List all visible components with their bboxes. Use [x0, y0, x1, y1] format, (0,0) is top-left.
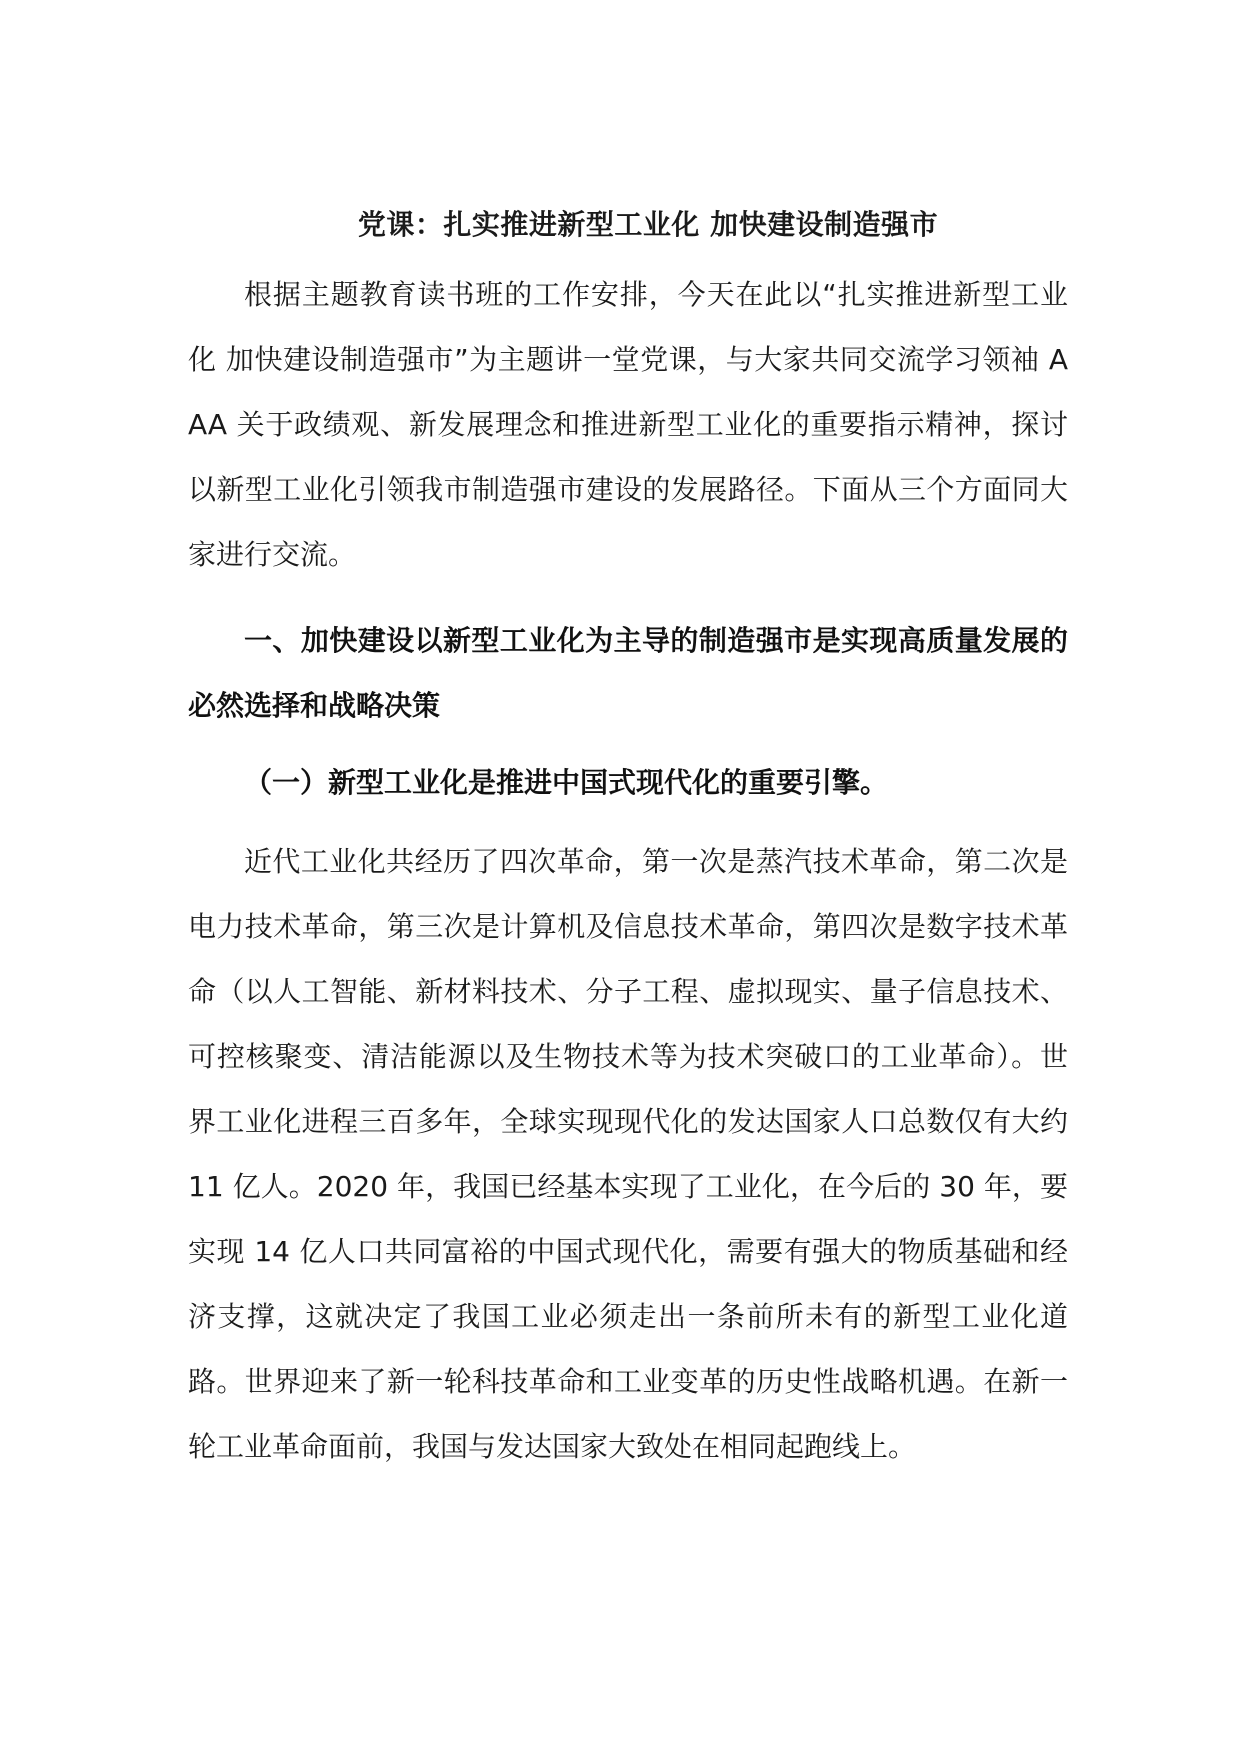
intro-paragraph: 根据主题教育读书班的工作安排，今天在此以“扎实推进新型工业化 加快建设制造强市”为主题讲一堂党课，与大家共同交流学习领袖 AAA 关于政绩观、新发展理念和推进新型工业化的重要指示精神，探讨以新型工业化引领我市制造强市建设的发展路径。下面从三个方面同大家进行交流。	[188, 278, 1068, 571]
document-content	[188, 205, 1068, 1479]
section-1-heading: 一、加快建设以新型工业化为主导的制造强市是实现高质量发展的必然选择和战略决策	[188, 624, 1068, 722]
body-paragraph: 近代工业化共经历了四次革命，第一次是蒸汽技术革命，第二次是电力技术革命，第三次是计算机及信息技术革命，第四次是数字技术革命（以人工智能、新材料技术、分子工程、虚拟现实、量子信息技术、可控核聚变、清洁能源以及生物技术等为技术突破口的工业革命）。世界工业化进程三百多年，全球实现现代化的发达国家人口总数仅有大约 11 亿人。2020 年，我国已经基本实现了工业化，在今后的 30 年，要实现 14 亿人口共同富裕的中国式现代化，需要有强大的物质基础和经济支撑，这就决定了我国工业必须走出一条前所未有的新型工业化道路。世界迎来了新一轮科技革命和工业变革的历史性战略机遇。在新一轮工业革命面前，我国与发达国家大致处在相同起跑线上。	[188, 845, 1068, 1463]
document-title: 党课：扎实推进新型工业化 加快建设制造强市	[357, 208, 939, 241]
subsection-1-heading: （一）新型工业化是推进中国式现代化的重要引擎。	[244, 766, 889, 799]
